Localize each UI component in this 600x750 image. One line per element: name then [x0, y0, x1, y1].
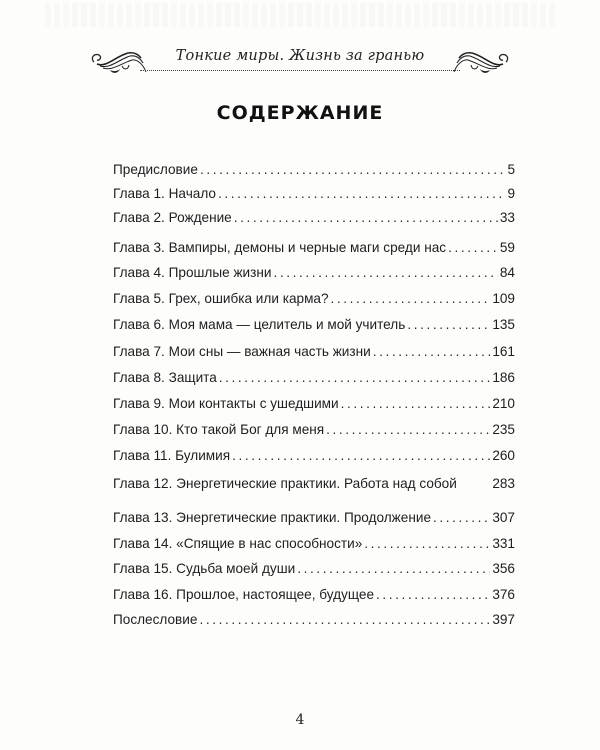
toc-entry[interactable]: [113, 612, 515, 632]
dot-leader: [376, 587, 490, 602]
toc-entry-label: Предисловие: [113, 162, 198, 177]
toc-heading: СОДЕРЖАНИЕ: [216, 102, 384, 124]
toc-entry-label: Глава 15. Судьба моей души: [113, 561, 296, 576]
toc-entry-page: 307: [492, 510, 515, 525]
toc-entry-label: Глава 5. Грех, ошибка или карма?: [113, 291, 329, 306]
toc-entry-label: Глава 11. Булимия: [113, 448, 231, 463]
toc-entry-page: 84: [499, 265, 515, 280]
toc-entry-page: 9: [507, 186, 515, 201]
toc-entry-page: 135: [492, 317, 515, 332]
toc-entry[interactable]: [113, 396, 515, 416]
toc-entry-page: 283: [492, 476, 515, 491]
toc-entry[interactable]: [113, 317, 515, 337]
dot-leader: [232, 448, 490, 463]
dot-leader: [331, 291, 491, 306]
dot-leader: [200, 162, 506, 177]
dot-leader: [364, 536, 490, 551]
toc-entry-label: Глава 13. Энергетические практики. Продолжение: [113, 510, 431, 525]
toc-entry[interactable]: [113, 476, 515, 496]
toc-entry[interactable]: [113, 291, 515, 311]
toc-entry-page: 331: [492, 536, 515, 551]
running-title: Тонкие миры. Жизнь за гранью: [175, 48, 425, 64]
toc-entry-page: 397: [492, 612, 515, 627]
toc-entry-label: Глава 7. Мои сны — важная часть жизни: [113, 344, 371, 359]
toc-entry-page: 210: [492, 396, 515, 411]
dot-leader: [433, 510, 490, 525]
toc-entry-label: Глава 10. Кто такой Бог для меня: [113, 422, 325, 437]
dot-leader: [219, 370, 491, 385]
toc-entry-page: 33: [499, 210, 515, 225]
dot-leader: [218, 186, 505, 201]
toc-entry-label: Глава 2. Рождение: [113, 210, 232, 225]
toc-entry-label: Глава 14. «Спящие в нас способности»: [113, 536, 363, 551]
toc-entry[interactable]: [113, 587, 515, 607]
toc-entry-page: 260: [492, 448, 515, 463]
running-header: [88, 46, 512, 78]
toc-entry-page: 356: [492, 561, 515, 576]
toc-entry-page: 376: [492, 587, 515, 602]
toc-entry-label: Глава 12. Энергетические практики. Работа над собой: [113, 476, 457, 491]
toc-entry[interactable]: [113, 422, 515, 442]
toc-entry-label: Глава 4. Прошлые жизни: [113, 265, 272, 280]
toc-entry-label: Глава 1. Начало: [113, 186, 216, 201]
toc-entry[interactable]: [113, 162, 515, 182]
toc-entry-page: 109: [492, 291, 515, 306]
toc-entry-label: Глава 9. Мои контакты с ушедшими: [113, 396, 339, 411]
toc-entry[interactable]: [113, 344, 515, 364]
toc-entry-label: Глава 6. Моя мама — целитель и мой учитель: [113, 317, 406, 332]
dot-leader: [326, 422, 490, 437]
flourish-scroll-right-icon: [452, 50, 512, 76]
toc-entry-label: Послесловие: [113, 612, 198, 627]
toc-entry[interactable]: [113, 510, 515, 530]
toc-entry-page: 235: [492, 422, 515, 437]
toc-entry-label: Глава 16. Прошлое, настоящее, будущее: [113, 587, 375, 602]
dot-leader: [341, 396, 491, 411]
toc-entry[interactable]: [113, 265, 515, 285]
toc-entry-page: 161: [492, 344, 515, 359]
toc-entry[interactable]: [113, 240, 515, 260]
dot-leader: [373, 344, 491, 359]
toc-entry[interactable]: [113, 536, 515, 556]
dotted-rule: [140, 70, 460, 71]
dot-leader: [448, 240, 498, 255]
toc-entry-label: Глава 8. Защита: [113, 370, 217, 385]
dot-leader: [199, 612, 490, 627]
toc-entry-page: 59: [499, 240, 515, 255]
toc-entry-label: Глава 3. Вампиры, демоны и черные маги среди нас: [113, 240, 447, 255]
toc-entry[interactable]: [113, 561, 515, 581]
dot-leader: [407, 317, 490, 332]
dot-leader: [273, 265, 497, 280]
bleed-through-texture: [45, 3, 555, 27]
toc-entry-page: 5: [507, 162, 515, 177]
toc-entry[interactable]: [113, 210, 515, 230]
page-number: 4: [295, 712, 305, 728]
toc-entry[interactable]: [113, 186, 515, 206]
toc-entry[interactable]: [113, 370, 515, 390]
dot-leader: [297, 561, 490, 576]
dot-leader: [234, 210, 498, 225]
toc-entry[interactable]: [113, 448, 515, 468]
toc-entry-page: 186: [492, 370, 515, 385]
